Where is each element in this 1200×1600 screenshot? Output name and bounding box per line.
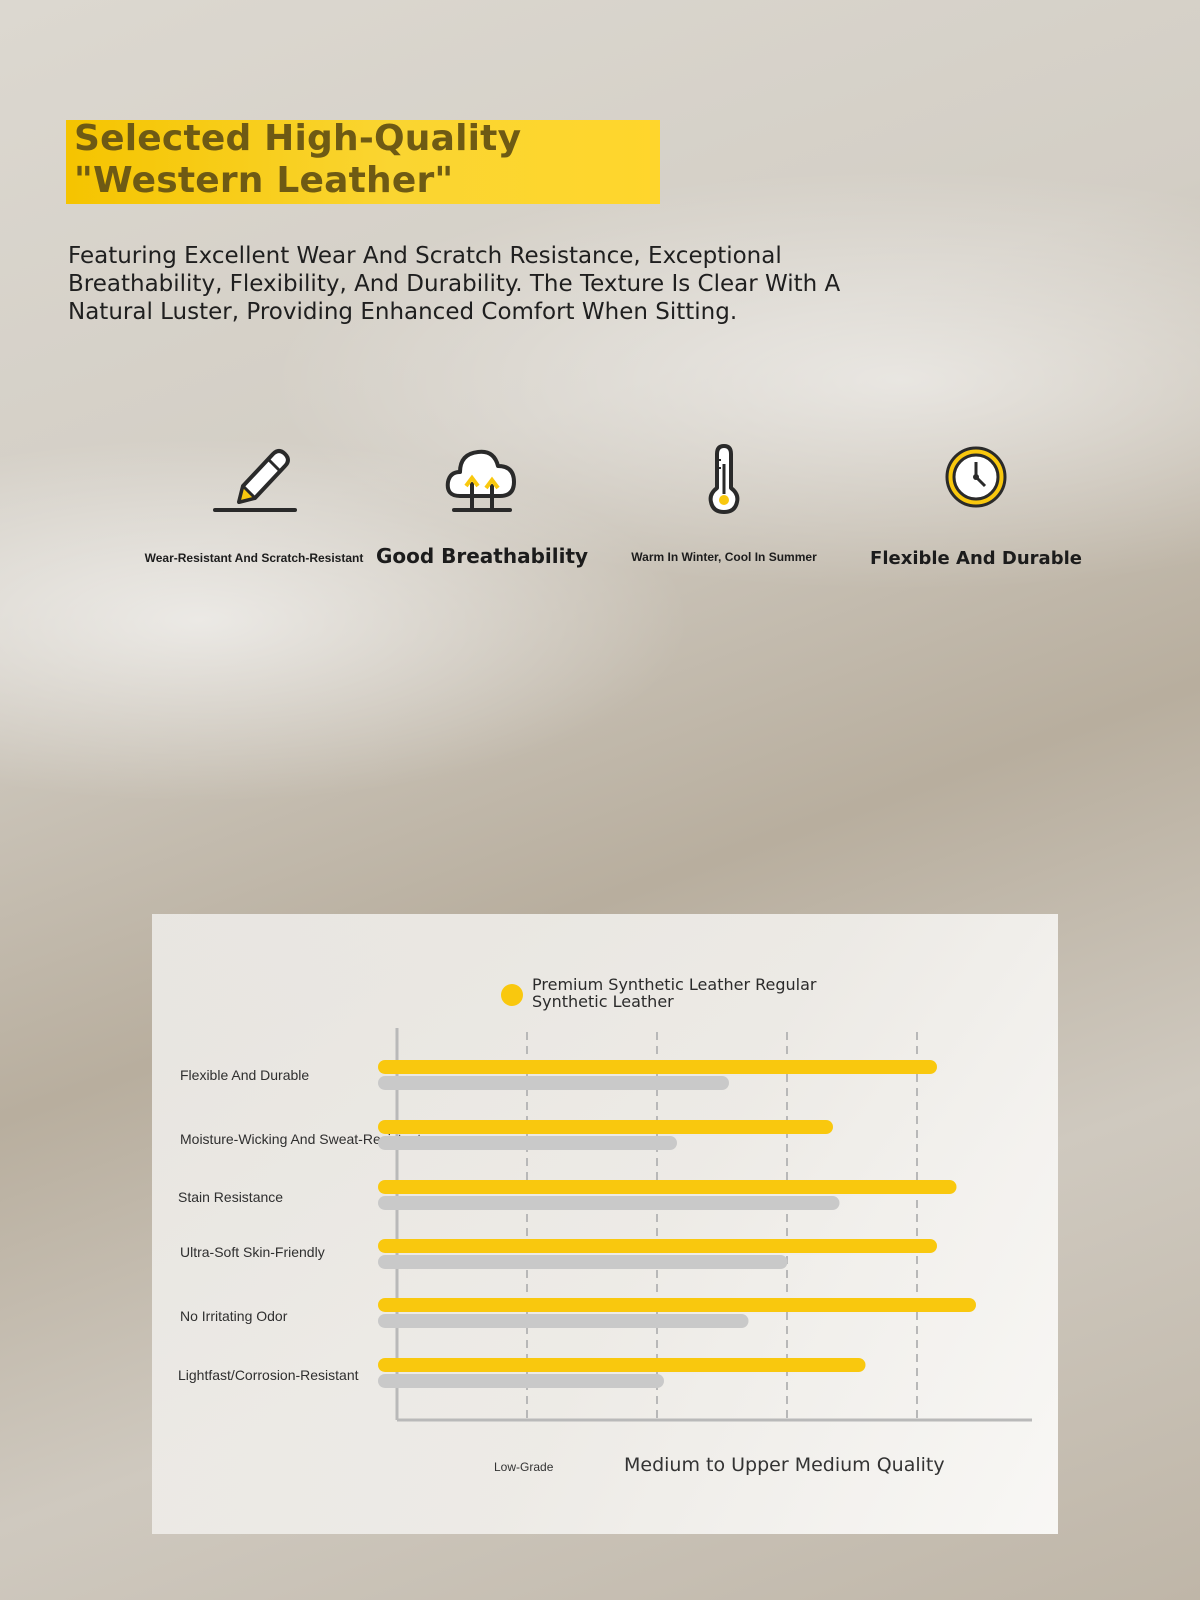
row-label: Ultra-Soft Skin-Friendly (180, 1244, 325, 1260)
page-title-line-2: "Western Leather" (74, 160, 454, 201)
row-label: No Irritating Odor (180, 1308, 288, 1324)
row-label: Stain Resistance (178, 1189, 284, 1205)
page-title-line-1: Selected High-Quality (74, 118, 522, 159)
x-axis-label-low: Low-Grade (494, 1460, 554, 1474)
feature-label: Good Breathability (375, 544, 589, 568)
feature-label: Wear-Resistant And Scratch-Resistant (144, 551, 364, 565)
chart-legend: Premium Synthetic Leather Regular Synthetic Leather (532, 975, 817, 1011)
row-label: Lightfast/Corrosion-Resistant (178, 1367, 359, 1383)
feature-label: Flexible And Durable (870, 548, 1082, 569)
row-label: Moisture-Wicking And Sweat-Resistant (180, 1131, 422, 1147)
feature-label: Warm In Winter, Cool In Summer (631, 550, 817, 564)
row-label: Flexible And Durable (180, 1067, 310, 1083)
x-axis-label-mid: Medium to Upper Medium Quality (624, 1454, 945, 1476)
product-description: Featuring Excellent Wear And Scratch Resistance, Exceptional Breathability, Flexibility, And Durability. The Texture Is Clear With A Natural Luster, Providing Enhanced Comfort When Sitting. (68, 243, 841, 325)
